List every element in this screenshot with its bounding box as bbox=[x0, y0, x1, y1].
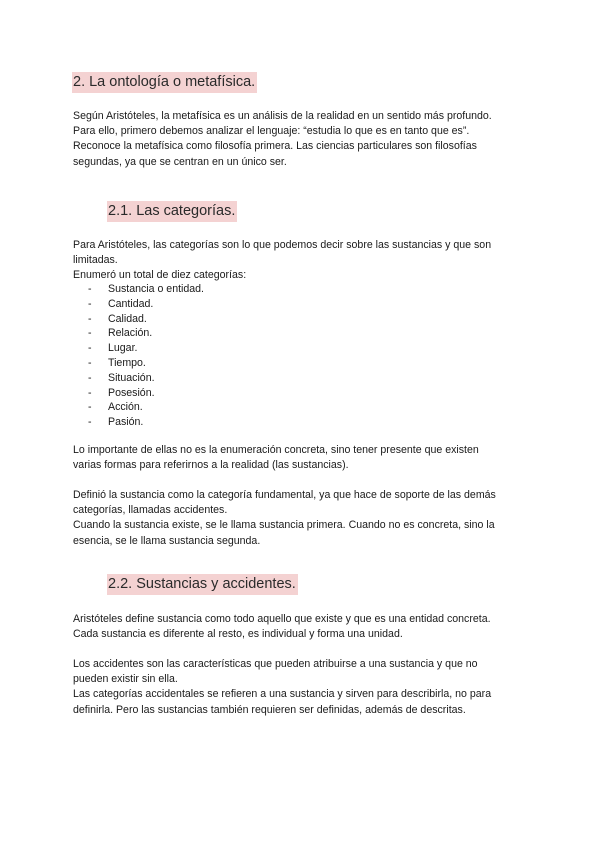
text-line: Las categorías accidentales se refieren a una sustancia y sirven para describirla, no para bbox=[73, 688, 492, 701]
text-line: varias formas para referirnos a la realidad (las sustancias). bbox=[73, 459, 349, 472]
list-item bbox=[88, 326, 204, 341]
text-line: Para Aristóteles, las categorías son lo que podemos decir sobre las sustancias y que son bbox=[73, 239, 492, 251]
list-item bbox=[88, 386, 204, 401]
list-item bbox=[88, 297, 204, 312]
list-item-text: Acción. bbox=[108, 401, 143, 414]
text-line: Enumeró un total de diez categorías: bbox=[73, 269, 247, 282]
section-2-1-paragraph-3 bbox=[73, 488, 533, 549]
text-line: pueden existir sin ella. bbox=[73, 673, 178, 686]
text-line: Definió la sustancia como la categoría fundamental, ya que hace de soporte de las demás bbox=[73, 489, 496, 501]
list-item bbox=[88, 371, 204, 386]
text-line: Aristóteles define sustancia como todo aquello que existe y que es una entidad concreta. bbox=[73, 613, 491, 625]
section-2-1-paragraph-2 bbox=[73, 443, 533, 473]
text-line: Según Aristóteles, la metafísica es un análisis de la realidad en un sentido más profundo. bbox=[73, 110, 492, 122]
section-2-2-heading: 2.2. Sustancias y accidentes. bbox=[107, 574, 298, 595]
bullet-dash: - bbox=[88, 416, 92, 429]
bullet-dash: - bbox=[88, 371, 92, 384]
categories-list bbox=[88, 282, 204, 430]
section-2-1-intro bbox=[73, 238, 533, 284]
text-line: Cuando la sustancia existe, se le llama sustancia primera. Cuando no es concreta, sino la bbox=[73, 519, 495, 532]
list-item-text: Cantidad. bbox=[108, 297, 154, 310]
bullet-dash: - bbox=[88, 401, 92, 414]
bullet-dash: - bbox=[88, 327, 92, 340]
list-item-text: Tiempo. bbox=[108, 356, 146, 369]
bullet-dash: - bbox=[88, 356, 92, 369]
text-line: limitadas. bbox=[73, 254, 118, 267]
list-item bbox=[88, 356, 204, 371]
text-line: esencia, se le llama sustancia segunda. bbox=[73, 534, 261, 547]
section-2-paragraph bbox=[73, 109, 533, 170]
list-item-text: Relación. bbox=[108, 327, 153, 340]
list-item-text: Situación. bbox=[108, 371, 155, 384]
text-line: Los accidentes son las características que pueden atribuirse a una sustancia y que no bbox=[73, 658, 478, 670]
list-item bbox=[88, 312, 204, 327]
list-item bbox=[88, 341, 204, 356]
text-line: segundas, ya que se centran en un único ser. bbox=[73, 155, 287, 168]
section-2-heading: 2. La ontología o metafísica. bbox=[72, 72, 257, 93]
text-line: categorías, llamadas accidentes. bbox=[73, 504, 228, 517]
text-line: Cada sustancia es diferente al resto, es individual y forma una unidad. bbox=[73, 628, 403, 641]
section-2-2-paragraph-1 bbox=[73, 612, 533, 642]
text-line: definirla. Pero las sustancias también requieren ser definidas, además de descritas. bbox=[73, 703, 466, 716]
list-item bbox=[88, 400, 204, 415]
bullet-dash: - bbox=[88, 283, 92, 295]
bullet-dash: - bbox=[88, 297, 92, 310]
list-item-text: Pasión. bbox=[108, 416, 144, 429]
list-item-text: Lugar. bbox=[108, 342, 138, 355]
text-line: Lo importante de ellas no es la enumeración concreta, sino tener presente que existen bbox=[73, 444, 479, 456]
bullet-dash: - bbox=[88, 312, 92, 325]
section-2-1-heading: 2.1. Las categorías. bbox=[107, 201, 237, 222]
list-item-text: Calidad. bbox=[108, 312, 147, 325]
list-item bbox=[88, 282, 204, 297]
bullet-dash: - bbox=[88, 386, 92, 399]
section-2-2-paragraph-2 bbox=[73, 657, 533, 718]
list-item bbox=[88, 415, 204, 430]
text-line: Reconoce la metafísica como filosofía primera. Las ciencias particulares son filosofías bbox=[73, 140, 477, 153]
text-line: Para ello, primero debemos analizar el lenguaje: “estudia lo que es en tanto que es”. bbox=[73, 125, 470, 138]
bullet-dash: - bbox=[88, 342, 92, 355]
list-item-text: Sustancia o entidad. bbox=[108, 283, 205, 295]
list-item-text: Posesión. bbox=[108, 386, 155, 399]
